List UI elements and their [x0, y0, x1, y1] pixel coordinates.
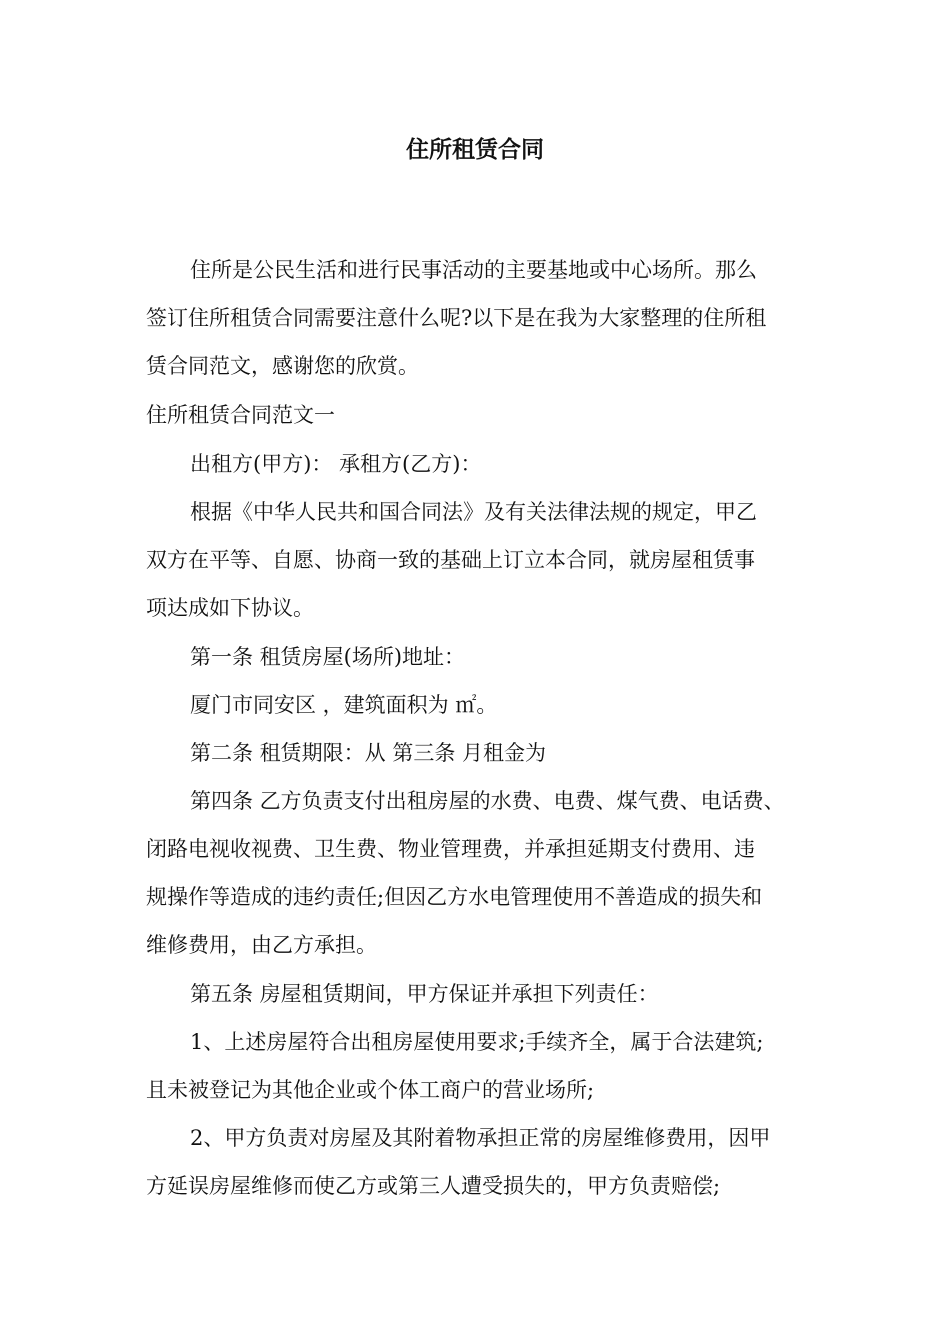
section-heading [146, 391, 818, 439]
paragraph-line: 项达成如下协议。 [146, 596, 314, 620]
paragraph-line: 双方在平等、自愿、协商一致的基础上订立本合同，就房屋租赁事 [146, 548, 755, 572]
paragraph-line: 方延误房屋维修而使乙方或第三人遭受损失的，甲方负责赔偿; [146, 1174, 721, 1198]
intro-paragraph [146, 246, 818, 390]
article-1 [146, 633, 818, 681]
paragraph-line: 且未被登记为其他企业或个体工商户的营业场所; [146, 1078, 595, 1102]
document-title: 住所租赁合同 [406, 137, 544, 163]
paragraph-line: 2、甲方负责对房屋及其附着物承担正常的房屋维修费用，因甲 [190, 1126, 771, 1150]
article-5 [146, 970, 818, 1018]
paragraph-line: 规操作等造成的违约责任;但因乙方水电管理使用不善造成的损失和 [146, 885, 763, 909]
paragraph-line: 第一条 租赁房屋(场所)地址： [190, 645, 466, 669]
paragraph-line: 第四条 乙方负责支付出租房屋的水费、电费、煤气费、电话费、 [190, 789, 785, 813]
paragraph-line: 维修费用，由乙方承担。 [146, 933, 377, 957]
paragraph-line: 第二条 租赁期限：从 第三条 月租金为 [190, 741, 547, 765]
paragraph-line: 根据《中华人民共和国合同法》及有关法律法规的规定，甲乙 [190, 500, 757, 524]
article-4 [146, 777, 818, 969]
parties-line [146, 440, 818, 488]
article-5-item-1 [146, 1018, 818, 1114]
paragraph-line: 赁合同范文，感谢您的欣赏。 [146, 354, 419, 378]
paragraph-line: 第五条 房屋租赁期间，甲方保证并承担下列责任： [190, 982, 659, 1006]
paragraph-line: 出租方(甲方)： 承租方(乙方)： [190, 452, 482, 476]
paragraph-line: 住所是公民生活和进行民事活动的主要基地或中心场所。那么 [190, 258, 757, 282]
paragraph-line: 厦门市同安区 ，建筑面积为 ㎡。 [190, 693, 498, 717]
legal-basis-paragraph [146, 488, 818, 632]
article-5-item-2 [146, 1114, 818, 1210]
paragraph-line: 1、上述房屋符合出租房屋使用要求;手续齐全，属于合法建筑; [190, 1030, 764, 1054]
paragraph-line: 签订住所租赁合同需要注意什么呢?以下是在我为大家整理的住所租 [146, 306, 767, 330]
paragraph-line: 闭路电视收视费、卫生费、物业管理费，并承担延期支付费用、违 [146, 837, 755, 861]
paragraph-line: 住所租赁合同范文一 [146, 403, 335, 427]
article-2-3 [146, 729, 818, 777]
address-line [146, 681, 818, 729]
